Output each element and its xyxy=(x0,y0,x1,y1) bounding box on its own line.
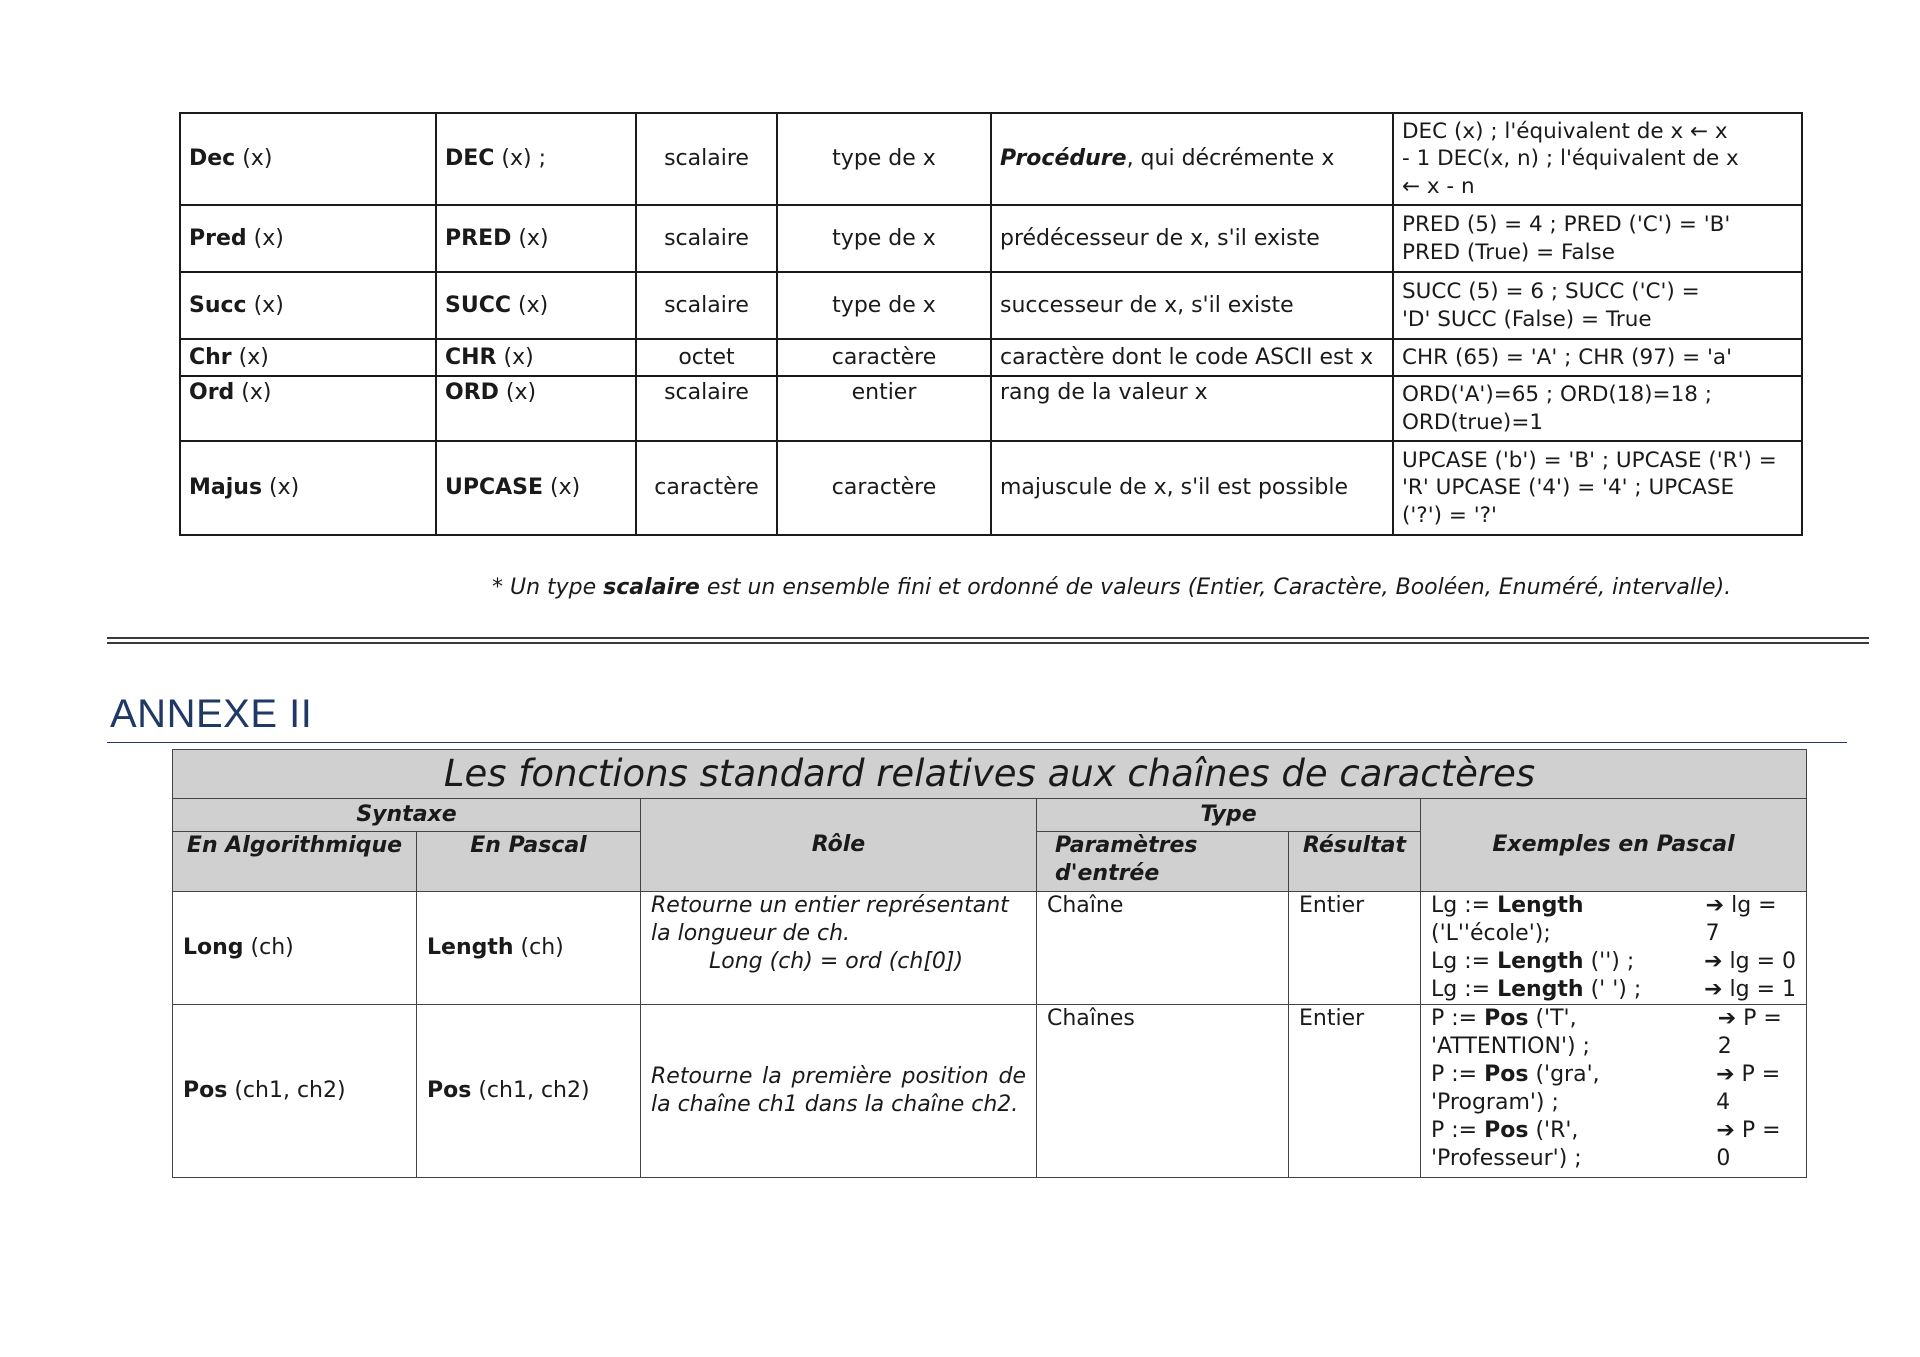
section-divider-bottom xyxy=(107,642,1869,644)
pascal-cell: Length (ch) xyxy=(417,892,641,1005)
role-cell: rang de la valeur x xyxy=(991,376,1393,441)
example-line: P := Pos ('T', 'ATTENTION') ; ➔ P = 2 xyxy=(1431,1006,1782,1059)
role-cell: caractère dont le code ASCII est x xyxy=(991,339,1393,376)
header-algo: En Algorithmique xyxy=(173,832,417,892)
role-cell: Retourne la première position de la chaîne ch1 dans la chaîne ch2. xyxy=(641,1005,1037,1178)
param-cell: octet xyxy=(636,339,777,376)
example-line: P := Pos ('gra', 'Program') ; ➔ P = 4 xyxy=(1431,1062,1781,1115)
pascal-cell: SUCC (x) xyxy=(436,272,636,339)
example-cell xyxy=(1421,1005,1807,1178)
table-title: Les fonctions standard relatives aux chaînes de caractères xyxy=(173,750,1807,799)
algo-cell: Dec (x) xyxy=(180,113,436,205)
table-row xyxy=(180,272,1802,339)
header-examples: Exemples en Pascal xyxy=(1421,799,1807,892)
example-line: CHR (65) = 'A' ; CHR (97) = 'a' xyxy=(1402,344,1732,370)
example-line: SUCC (5) = 6 ; SUCC ('C') = xyxy=(1402,279,1700,304)
scalar-footnote: * Un type scalaire est un ensemble fini et ordonné de valeurs (Entier, Caractère, Booléen, Enuméré, intervalle). xyxy=(492,575,1732,600)
pascal-cell: CHR (x) xyxy=(436,339,636,376)
pascal-cell: UPCASE (x) xyxy=(436,441,636,535)
result-cell: Entier xyxy=(1289,1005,1421,1178)
example-cell xyxy=(1393,376,1802,441)
table-title-row xyxy=(173,750,1807,799)
section-divider-top xyxy=(107,637,1869,639)
algo-cell: Ord (x) xyxy=(180,376,436,441)
table-row xyxy=(173,892,1807,1005)
example-cell xyxy=(1393,272,1802,339)
result-cell: type de x xyxy=(777,113,991,205)
example-line: ORD('A')=65 ; ORD(18)=18 ; xyxy=(1402,382,1713,407)
param-cell: scalaire xyxy=(636,376,777,441)
example-line: ('?') = '?' xyxy=(1402,502,1497,528)
table-row xyxy=(173,1005,1807,1178)
param-cell: Chaînes xyxy=(1037,1005,1289,1178)
header-params: Paramètres d'entrée xyxy=(1037,832,1289,892)
algo-cell: Long (ch) xyxy=(173,892,417,1005)
table-row xyxy=(180,441,1802,535)
result-cell: type de x xyxy=(777,272,991,339)
algo-cell: Majus (x) xyxy=(180,441,436,535)
example-line: UPCASE ('b') = 'B' ; UPCASE ('R') = xyxy=(1402,447,1777,473)
annex-heading: ANNEXE II xyxy=(110,692,313,736)
param-cell: scalaire xyxy=(636,272,777,339)
role-cell: Procédure, qui décrémente x xyxy=(991,113,1393,205)
result-cell: Entier xyxy=(1289,892,1421,1005)
result-cell: entier xyxy=(777,376,991,441)
algo-cell: Chr (x) xyxy=(180,339,436,376)
example-line: ORD(true)=1 xyxy=(1402,409,1544,435)
result-cell: type de x xyxy=(777,205,991,272)
example-line: ← x - n xyxy=(1402,173,1475,199)
pascal-cell: DEC (x) ; xyxy=(436,113,636,205)
param-cell: Chaîne xyxy=(1037,892,1289,1005)
table-row xyxy=(180,339,1802,376)
string-functions-table xyxy=(172,749,1807,1178)
role-cell xyxy=(641,892,1037,1005)
example-line: Lg := Length ('') ; ➔ lg = 0 xyxy=(1431,949,1797,974)
table-row xyxy=(180,113,1802,205)
result-cell: caractère xyxy=(777,441,991,535)
param-cell: scalaire xyxy=(636,113,777,205)
param-cell: scalaire xyxy=(636,205,777,272)
header-result: Résultat xyxy=(1289,832,1421,892)
example-line: 'D' SUCC (False) = True xyxy=(1402,306,1652,332)
param-cell: caractère xyxy=(636,441,777,535)
table-row xyxy=(180,205,1802,272)
algo-cell: Succ (x) xyxy=(180,272,436,339)
header-syntaxe: Syntaxe xyxy=(173,799,641,832)
pascal-cell: ORD (x) xyxy=(436,376,636,441)
role-text: Retourne un entier représentant la longueur de ch. xyxy=(651,893,1009,946)
header-role: Rôle xyxy=(641,799,1037,892)
example-cell xyxy=(1393,339,1802,376)
example-cell xyxy=(1393,205,1802,272)
example-line: Lg := Length ('L''école'); ➔ lg = 7 xyxy=(1431,893,1777,946)
header-row xyxy=(173,799,1807,832)
example-cell xyxy=(1421,892,1807,1005)
role-cell: successeur de x, s'il existe xyxy=(991,272,1393,339)
algo-cell: Pred (x) xyxy=(180,205,436,272)
example-cell xyxy=(1393,113,1802,205)
role-formula: Long (ch) = ord (ch[0]) xyxy=(709,949,964,974)
example-line: - 1 DEC(x, n) ; l'équivalent de x xyxy=(1402,146,1739,172)
result-cell: caractère xyxy=(777,339,991,376)
example-line: PRED (5) = 4 ; PRED ('C') = 'B' xyxy=(1402,212,1731,237)
algo-cell: Pos (ch1, ch2) xyxy=(173,1005,417,1178)
example-line: DEC (x) ; l'équivalent de x ← x xyxy=(1402,118,1728,144)
table-row xyxy=(180,376,1802,441)
header-pascal: En Pascal xyxy=(417,832,641,892)
scalar-functions-table xyxy=(179,112,1803,536)
example-cell xyxy=(1393,441,1802,535)
pascal-cell: Pos (ch1, ch2) xyxy=(417,1005,641,1178)
example-line: 'R' UPCASE ('4') = '4' ; UPCASE xyxy=(1402,475,1735,501)
example-line: Lg := Length (' ') ; ➔ lg = 1 xyxy=(1431,977,1797,1002)
header-type: Type xyxy=(1037,799,1421,832)
pascal-cell: PRED (x) xyxy=(436,205,636,272)
example-line: P := Pos ('R', 'Professeur') ; ➔ P = 0 xyxy=(1431,1118,1781,1171)
heading-underline xyxy=(107,742,1847,743)
role-cell: majuscule de x, s'il est possible xyxy=(991,441,1393,535)
role-cell: prédécesseur de x, s'il existe xyxy=(991,205,1393,272)
example-line: PRED (True) = False xyxy=(1402,239,1615,265)
